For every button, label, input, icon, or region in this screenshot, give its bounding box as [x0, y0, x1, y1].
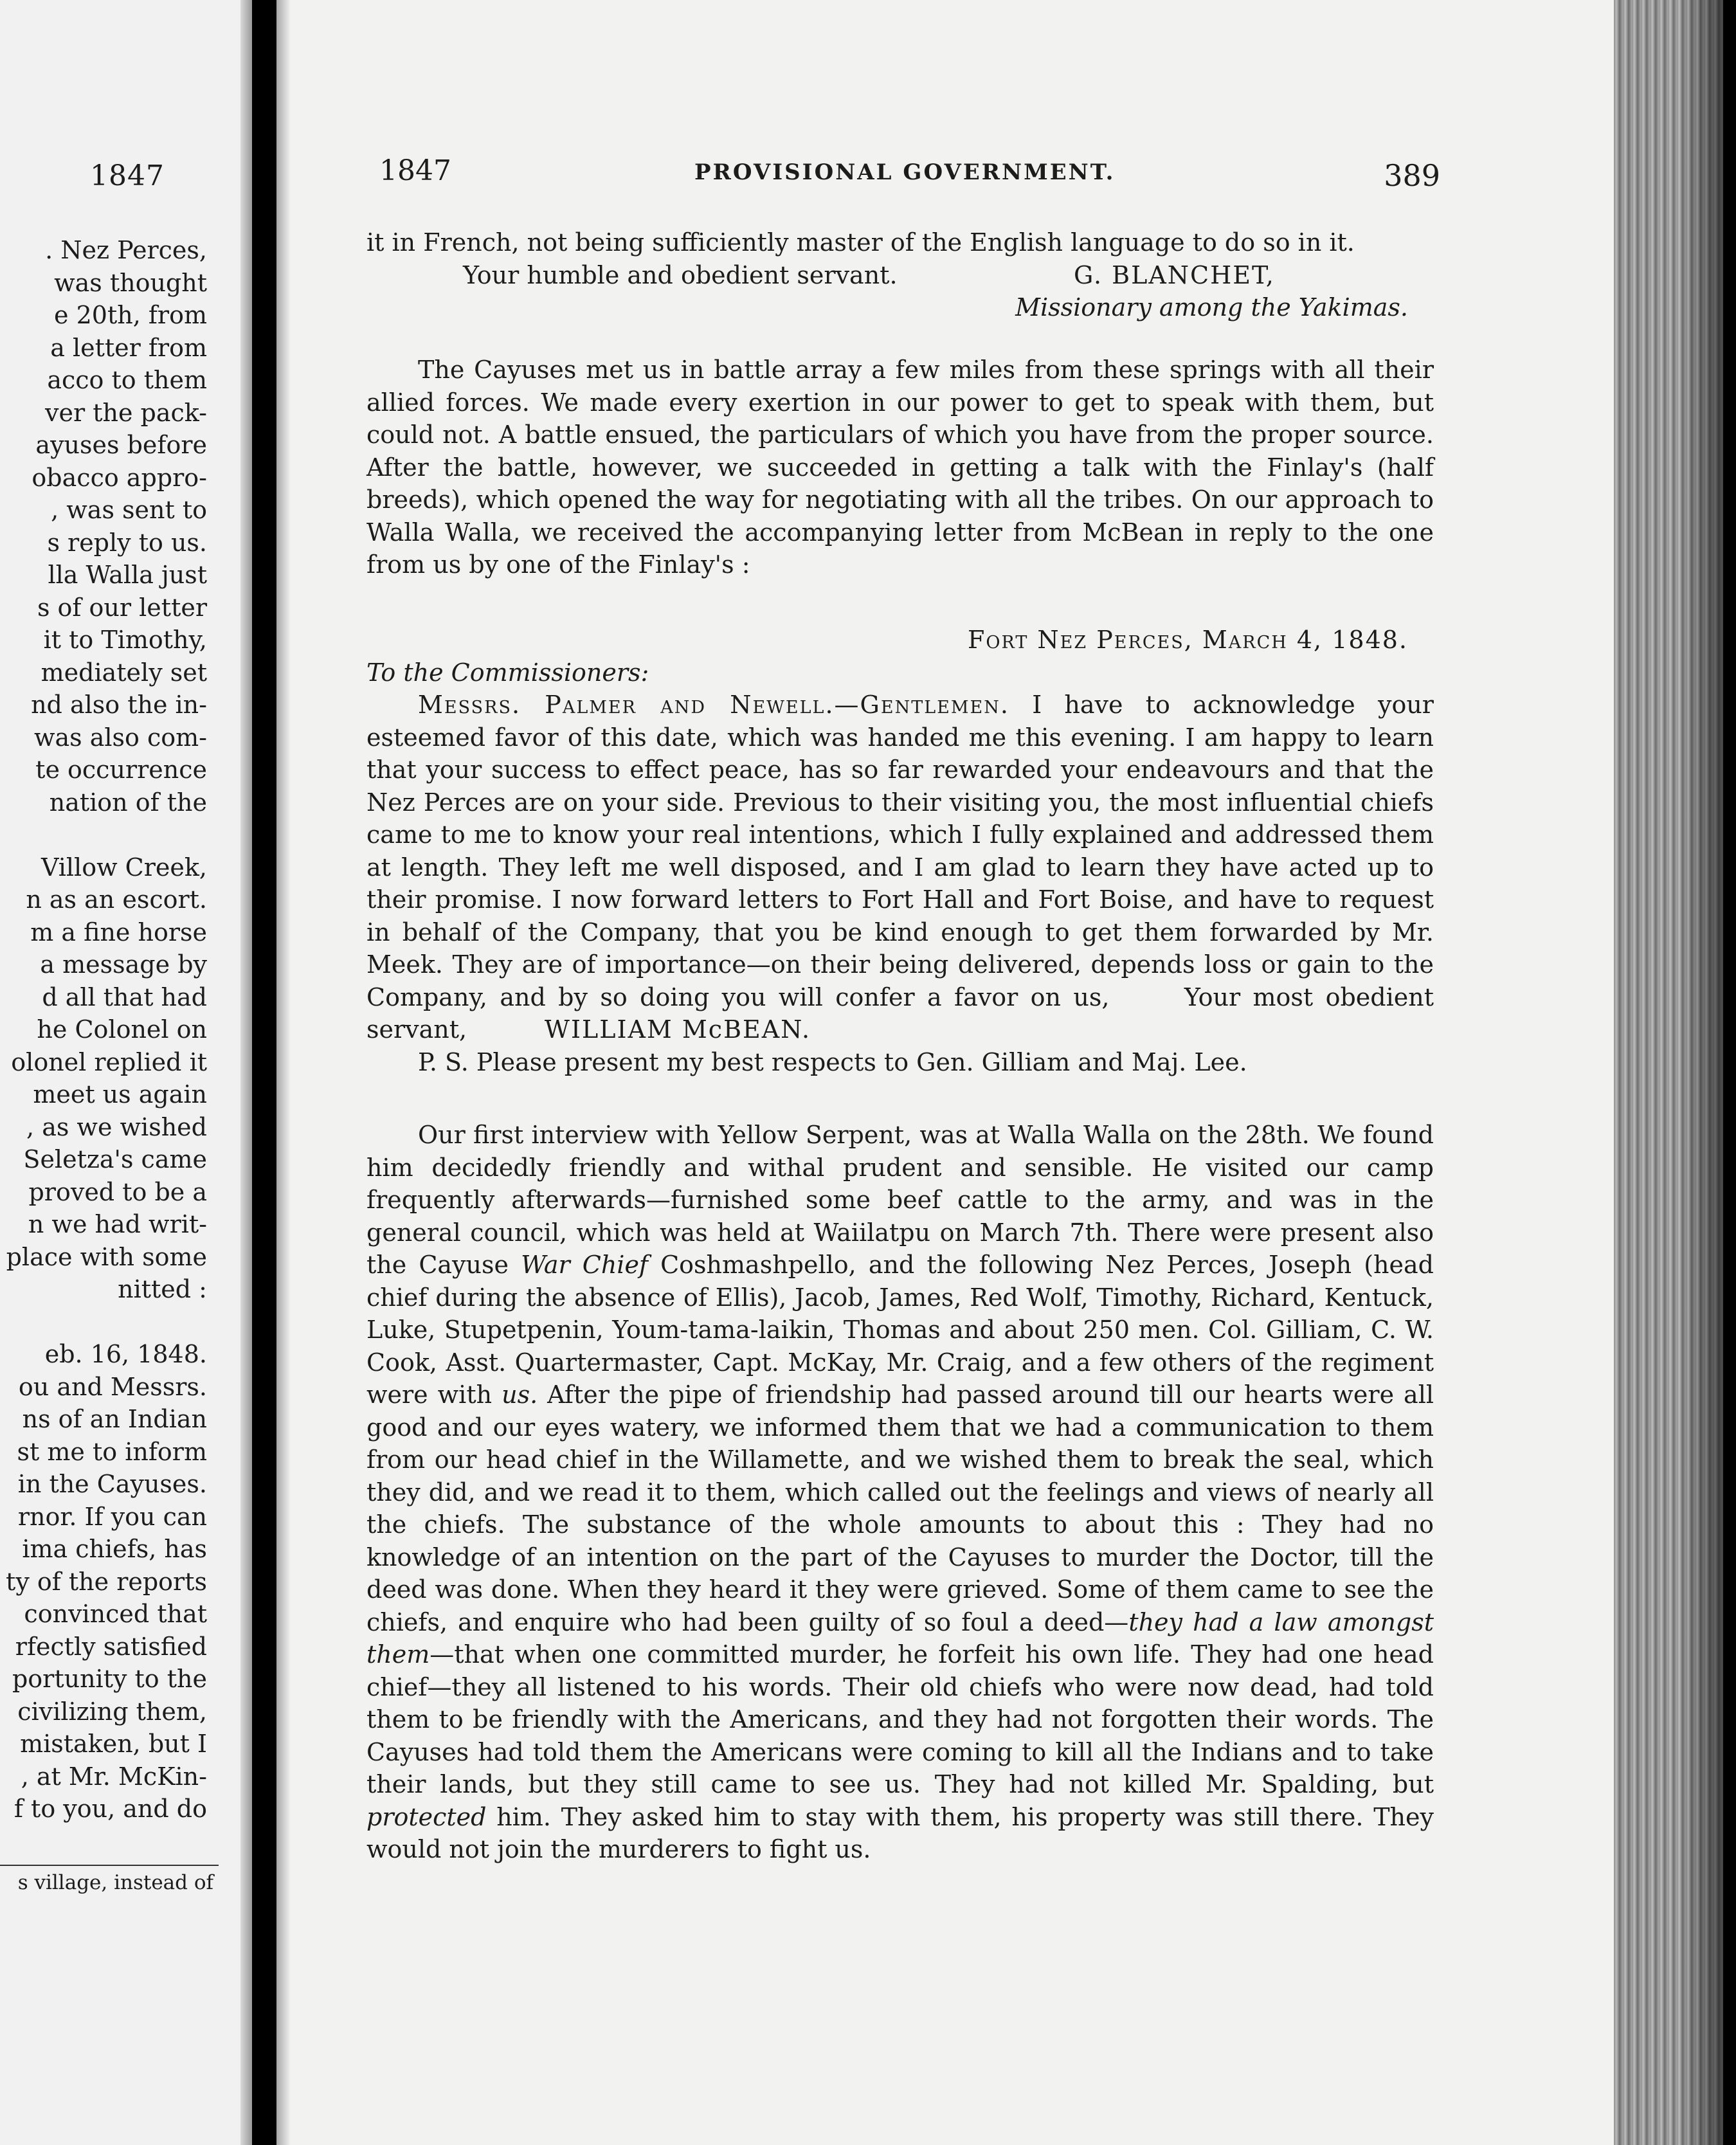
left-page-line: in the Cayuses.: [17, 1470, 207, 1498]
left-page-footnote: s village, instead of: [17, 1871, 213, 1894]
left-page-line: ty of the reports: [6, 1567, 207, 1596]
postscript: P. S. Please present my best respects to Gen. Gilliam and Maj. Lee.: [418, 1047, 1247, 1076]
letter-addressee: To the Commissioners:: [366, 658, 649, 687]
letter-body: [366, 689, 1434, 1046]
signature-row: [366, 259, 1434, 292]
italic-run: they had a law amongst them: [366, 1607, 1434, 1669]
left-page-line: Seletza's came: [23, 1145, 207, 1173]
left-page-line: nation of the: [49, 788, 207, 817]
signature: G. BLANCHET,: [1074, 260, 1275, 289]
left-page-line: was also com-: [33, 723, 207, 752]
letter-closing-line: it in French, not being sufficiently master of the English language to do so in it.: [366, 228, 1355, 257]
text-run: After the pipe of friendship had passed around till our hearts were all good and our eyes watery, we informed them that we had a communication to them from our head chief in the Willamette, and we wished them to break the seal, which they did, and we read it to them, which called out the feelings and views of nearly all the chiefs. The substance of the whole amounts to about this : They had no knowledge of an intention on the part of the Cayuses to murder the Doctor, till the deed was done. When they heard it they were grieved. Some of them came to see the chiefs, and enquire who had been guilty of so foul a deed—: [366, 1380, 1434, 1636]
left-page-line: a letter from: [50, 333, 207, 362]
book-gutter: [240, 0, 252, 2145]
text-run: Coshmashpello, and the following Nez Perces, Joseph (head chief during the absence of Ellis), Jacob, James, Red Wolf, Timothy, Richard, Kentuck, Luke, Stupetpenin, Youm-tama-laikin, Thomas and about 250 men. Col. Gilliam, C. W. Cook, Asst. Quartermaster, Capt. McKay, Mr. Craig, and a few others of the regiment were with: [366, 1251, 1434, 1409]
left-page-line: [6, 1306, 207, 1339]
left-page-line: nd also the in-: [31, 691, 207, 719]
text-run: Our first interview with Yellow Serpent, was at Walla Walla on the 28th. We found him decidedly friendly and withal prudent and sensible. He visited our camp frequently afterwards—furnished some beef cattle to the army, and was in the general council, which was held at Waiilatpu on March 7th. There were present also the Cayuse: [366, 1121, 1434, 1279]
left-page-line: mediately set: [41, 658, 207, 687]
running-header: [379, 154, 1440, 193]
text-run: him. They asked him to stay with them, his property was still there. They would not join the murderers to fight us.: [366, 1802, 1434, 1863]
complimentary-close: Your humble and obedient servant.: [463, 260, 898, 289]
left-page-line: portunity to the: [12, 1665, 207, 1693]
left-page-line: it to Timothy,: [43, 626, 207, 654]
narrative-paragraph-1: [366, 354, 1434, 581]
left-page-line: ver the pack-: [45, 398, 207, 427]
left-page-line: rnor. If you can: [17, 1502, 207, 1531]
left-page-line: civilizing them,: [17, 1697, 207, 1726]
book-page-edges: [1614, 0, 1723, 2145]
blanchet-letter-end: [366, 226, 1434, 324]
left-page-line: a message by: [40, 950, 207, 979]
letter-closing: Your most obedient servant,: [366, 982, 1434, 1044]
left-page-line: ima chiefs, has: [22, 1535, 207, 1563]
footnote-rule: [0, 1865, 219, 1866]
left-page-text: [6, 234, 207, 1825]
left-page-line: nitted :: [118, 1275, 207, 1303]
italic-run: War Chief: [521, 1251, 648, 1279]
left-page-line: meet us again: [33, 1080, 207, 1109]
left-page-line: ayuses before: [35, 431, 207, 459]
paragraph: [366, 1119, 1434, 1866]
letter-text: I have to acknowledge your esteemed favor of this date, which was handed me this evening. I am happy to learn that your success to effect peace, has so far rewarded your endeavours and that the Nez Perces are on your side. Previous to their visiting you, the most influential chiefs came to me to know your real intentions, which I fully explained and addressed them at length. They left me well disposed, and I am glad to learn they have acted up to their promise. I now forward letters to Fort Hall and Fort Boise, and have to request in behalf of the Company, that you be kind enough to get them forwarded by Mr. Meek. They are of importance—on their being delivered, depends loss or gain to the Company, and by so doing you will confer a favor on us,: [366, 691, 1434, 1011]
left-page-line: n as an escort.: [26, 885, 207, 914]
left-page-line: he Colonel on: [37, 1015, 207, 1044]
left-page-year: 1847: [90, 159, 165, 192]
left-page-line: te occurrence: [35, 756, 207, 784]
left-page: [0, 0, 252, 2145]
text-run: —that when one committed murder, he forfeit his own life. They had one head chief—they all listened to his words. Their old chiefs who were now dead, had told them to be friendly with the Americans, and they had not forgotten their words. The Cayuses had told them the Americans were coming to kill all the Indians and to take their lands, but they still came to see us. They had not killed Mr. Spalding, but: [366, 1640, 1434, 1798]
left-page-line: f to you, and do: [14, 1795, 207, 1823]
left-page-line: , was sent to: [51, 496, 207, 524]
left-page-line: place with some: [6, 1242, 207, 1271]
mcbean-letter: [366, 624, 1434, 1078]
letter-dateline: Fort Nez Perces, March 4, 1848.: [967, 626, 1408, 654]
italic-run: us.: [502, 1380, 538, 1409]
left-page-line: mistaken, but I: [20, 1730, 207, 1758]
left-page-line: s reply to us.: [47, 528, 207, 557]
left-page-line: , as we wished: [26, 1112, 207, 1141]
left-page-line: st me to inform: [17, 1437, 207, 1466]
left-page-line: olonel replied it: [11, 1047, 207, 1076]
letter-signature: WILLIAM McBEAN.: [544, 1015, 811, 1044]
narrative-paragraph-2: [366, 1119, 1434, 1866]
left-page-line: n we had writ-: [28, 1210, 207, 1238]
left-page-line: rfectly satisfied: [15, 1632, 207, 1661]
left-page-line: e 20th, from: [54, 301, 207, 329]
left-page-line: m a fine horse: [30, 918, 207, 946]
left-page-line: convinced that: [24, 1600, 207, 1628]
left-page-line: , at Mr. McKin-: [21, 1762, 207, 1791]
left-page-line: obacco appro-: [32, 463, 207, 492]
left-page-line: [6, 819, 207, 851]
left-page-line: proved to be a: [28, 1177, 207, 1206]
left-page-line: . Nez Perces,: [45, 236, 207, 264]
letter-salutation: Messrs. Palmer and Newell.—Gentlemen.: [418, 691, 1009, 719]
italic-run: protected: [366, 1802, 487, 1831]
signature-title: Missionary among the Yakimas.: [1015, 293, 1408, 321]
left-page-line: s of our letter: [37, 593, 207, 622]
left-page-line: ns of an Indian: [22, 1405, 207, 1433]
header-year: 1847: [379, 154, 451, 187]
left-page-line: eb. 16, 1848.: [44, 1340, 207, 1368]
left-page-line: ou and Messrs.: [18, 1372, 207, 1401]
header-title: PROVISIONAL GOVERNMENT.: [694, 159, 1116, 185]
page-number: 389: [1384, 158, 1440, 193]
left-page-line: acco to them: [47, 366, 207, 394]
left-page-line: lla Walla just: [48, 561, 207, 589]
left-page-line: Villow Creek,: [41, 853, 207, 882]
paragraph: The Cayuses met us in battle array a few miles from these springs with all their allied forces. We made every exertion in our power to get to speak with them, but could not. A battle ensued, the particulars of which you have from the proper source. After the battle, however, we succeeded in getting a talk with the Finlay's (half breeds), which opened the way for negotiating with all the tribes. On our approach to Walla Walla, we received the accompanying letter from McBean in reply to the one from us by one of the Finlay's :: [366, 356, 1434, 579]
left-page-line: d all that had: [42, 982, 207, 1011]
left-page-line: was thought: [54, 268, 207, 297]
